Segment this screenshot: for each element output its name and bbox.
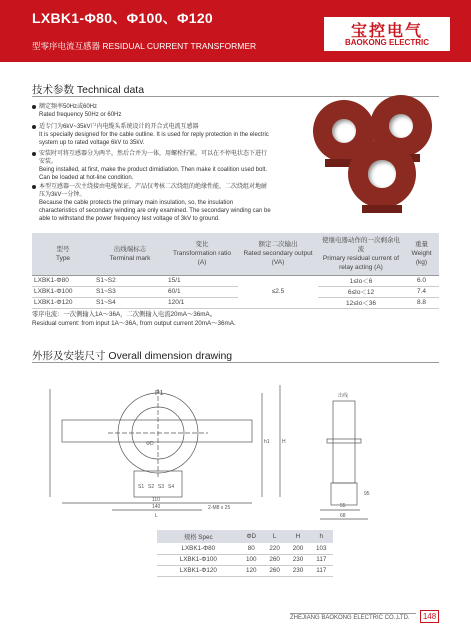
cell-l: 260: [263, 554, 286, 565]
col-header-phi-d: ΦD: [240, 530, 263, 543]
tech-section-title: 技术参数 Technical data: [32, 84, 145, 96]
cell-weight: 6.0: [404, 275, 439, 286]
col-header-h: H: [286, 530, 309, 543]
dimension-drawing: [48, 383, 428, 525]
cell-ratio: 15/1: [166, 275, 238, 286]
spec-en: Rated frequency 50Hz or 60Hz: [39, 112, 122, 118]
cell-h-small: 117: [310, 554, 333, 565]
cell-ratio: 60/1: [166, 286, 238, 297]
dimension-table: [157, 530, 333, 577]
slot-label: 2-M8 x 25: [208, 505, 231, 511]
spec-cn: 适专门为6kV~35kV户内电缆头系统设计的开合式电流互感器: [39, 124, 199, 130]
side-view: [320, 401, 368, 519]
cell-h-small: 117: [310, 565, 333, 576]
table-row: [157, 554, 333, 565]
cell-spec: LXBK1-Φ100: [157, 554, 240, 565]
spec-cn: 安装时可将互感器分为两半，然后合并为一体，用螺栓拧紧，可以在不停电状态下进行安装。: [39, 151, 268, 165]
h-inner-label: h1: [264, 439, 270, 445]
dim-95: 95: [364, 491, 370, 497]
cell-type: LXBK1-Φ120: [32, 297, 94, 308]
table-header-row: [32, 233, 439, 275]
terminal-s1: S1: [138, 484, 145, 490]
col-header-l: L: [263, 530, 286, 543]
bullet-icon: [32, 125, 36, 129]
logo-cn-text: 宝控电气: [350, 23, 423, 40]
cell-current: 6≤Io＜12: [318, 286, 404, 297]
cell-spec: LXBK1-Φ120: [157, 565, 240, 576]
spec-en: Being installed, at first, make the product dimidiation. Then make it coalition used bolt. Can be loaded at hot-line condition.: [39, 167, 268, 181]
table-row: [157, 565, 333, 576]
bullet-icon: [32, 185, 36, 189]
table-header-row: [157, 530, 333, 543]
product-subtitle: 型零序电流互感器 RESIDUAL CURRENT TRANSFORMER: [32, 41, 257, 51]
product-title: LXBK1-Φ80、Φ100、Φ120: [32, 10, 214, 26]
cell-h: 230: [286, 565, 309, 576]
terminal-s3: S3: [158, 484, 165, 490]
cell-type: LXBK1-Φ80: [32, 275, 94, 286]
spec-en: It is specially designed for the cable outline. It is used for reply protection in the electric system up to rated voltage 6kV to 35kV.: [39, 132, 269, 146]
cell-l: 260: [263, 565, 286, 576]
footer-company: ZHEJIANG BAOKONG ELECTRIC CO.,LTD.: [290, 615, 410, 621]
page-header: [0, 0, 471, 62]
spec-item-install: [32, 150, 272, 182]
col-header-current: 使继电器动作的一次剩余电流 Primary residual current of relay acting (A): [318, 233, 404, 275]
cell-phi-d: 100: [240, 554, 263, 565]
note-cn: 零序电流：一次侧输入1A～36A，二次侧输入电流20mA～36mA。: [32, 311, 217, 318]
cell-ratio: 120/1: [166, 297, 238, 308]
cell-phi-d: 80: [240, 543, 263, 554]
front-view: [50, 385, 280, 510]
spec-cn: 本型互感器一次主绕接由电缆保证，产品仅考核二次绕组的绝缘性能，二次绕组对地耐压为3kV一分钟。: [39, 184, 268, 198]
cell-current: 12≤Io＜36: [318, 297, 404, 308]
cell-terminal: S1~S2: [94, 275, 166, 286]
h-label: H: [282, 439, 286, 445]
cell-weight: 8.8: [404, 297, 439, 308]
dim-68: 68: [340, 513, 346, 519]
dim-140: 140: [152, 504, 161, 510]
dimension-section-title: 外形及安装尺寸 Overall dimension drawing: [32, 350, 233, 362]
toroid-transformer-large: [348, 140, 416, 208]
cell-weight: 7.4: [404, 286, 439, 297]
col-header-weight: 重量 Weight (kg): [404, 233, 439, 275]
side-top-label: 出线: [338, 393, 349, 399]
cell-h: 230: [286, 554, 309, 565]
residual-current-note: [32, 310, 236, 328]
bullet-icon: [32, 152, 36, 156]
col-header-h-small: h: [310, 530, 333, 543]
col-header-terminal: 出线端标志 Terminal mark: [94, 233, 166, 275]
table-row: [32, 286, 439, 297]
cell-current: 1≤Io＜6: [318, 275, 404, 286]
dim-55: 55: [340, 503, 346, 509]
tech-section-rule: [32, 96, 439, 97]
dim-l: L: [155, 513, 158, 519]
col-header-ratio: 变比 Transformation ratio (A): [166, 233, 238, 275]
logo-en-text: BAOKONG ELECTRIC: [345, 38, 429, 47]
bullet-icon: [32, 105, 36, 109]
cell-phi-d: 120: [240, 565, 263, 576]
tech-data-table: [32, 233, 439, 309]
p1-label: P1: [155, 390, 164, 397]
cell-spec: LXBK1-Φ80: [157, 543, 240, 554]
spec-item-frequency: [32, 103, 252, 119]
spec-item-purpose: [32, 123, 272, 147]
page-number: 148: [420, 610, 439, 623]
terminal-s4: S4: [168, 484, 175, 490]
spec-item-insulation: [32, 183, 272, 223]
note-en: Residual current: from input 1A～36A, from output current 20mA～36mA.: [32, 320, 236, 327]
footer-rule: [290, 613, 416, 614]
dim-110: 110: [152, 497, 160, 503]
col-header-type: 型号 Type: [32, 233, 94, 275]
cell-h: 200: [286, 543, 309, 554]
dimension-section-rule: [32, 362, 439, 363]
cell-terminal: S1~S4: [94, 297, 166, 308]
cell-type: LXBK1-Φ100: [32, 286, 94, 297]
spec-en: Because the cable protects the primary main insulation, so, the insulation characteristics of secondary winding are only examined. The secondary winding can be able to withstand the power frequency test voltage of 3kV to ground.: [39, 200, 271, 222]
brand-logo: [324, 17, 450, 51]
phi-d-label: ΦD: [146, 441, 154, 447]
cell-output: ≤2.5: [238, 275, 318, 308]
spec-cn: 额定频率50Hz或60Hz: [39, 104, 98, 110]
table-row: [157, 543, 333, 554]
col-header-output: 额定二次输出 Rated secondary output (VA): [238, 233, 318, 275]
terminal-s2: S2: [148, 484, 155, 490]
cell-terminal: S1~S3: [94, 286, 166, 297]
table-row: [32, 297, 439, 308]
table-row: [32, 275, 439, 286]
col-header-spec: 规格 Spec: [157, 530, 240, 543]
cell-h-small: 103: [310, 543, 333, 554]
cell-l: 220: [263, 543, 286, 554]
